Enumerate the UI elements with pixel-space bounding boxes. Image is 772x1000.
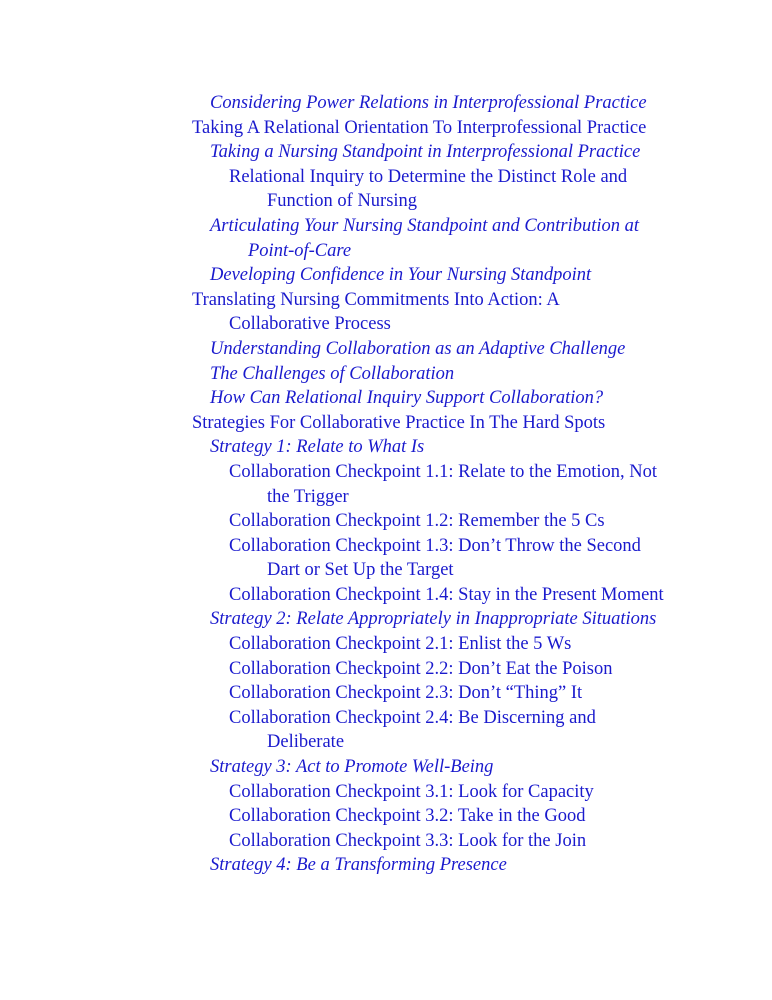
toc-entry-text: Collaboration Checkpoint 2.1: Enlist the 5 Ws <box>229 634 572 655</box>
toc-entry-level-3 <box>0 534 772 583</box>
toc-entry-text: Collaboration Checkpoint 1.4: Stay in the Present Moment <box>229 584 664 605</box>
toc-link[interactable] <box>229 657 772 682</box>
toc-link[interactable] <box>229 804 772 829</box>
toc-entry-level-3 <box>0 780 772 805</box>
toc-entry-text: Strategy 3: Act to Promote Well-Being <box>210 757 494 778</box>
toc-entry-text: Collaboration Checkpoint 1.2: Remember the 5 Cs <box>229 511 605 532</box>
toc-entry-text: Strategy 1: Relate to What Is <box>210 437 425 458</box>
toc-link[interactable] <box>229 534 772 583</box>
toc-link[interactable] <box>192 288 772 337</box>
toc-entry-text-continuation: Deliberate <box>267 732 345 753</box>
toc-link[interactable] <box>210 214 772 263</box>
toc-link[interactable] <box>229 509 772 534</box>
toc-link[interactable] <box>210 853 772 878</box>
toc-entry-level-3 <box>0 460 772 509</box>
toc-entry-text: Strategy 4: Be a Transforming Presence <box>210 855 507 876</box>
toc-entry-text: Collaboration Checkpoint 1.1: Relate to the Emotion, Not <box>229 461 658 482</box>
toc-link[interactable] <box>210 755 772 780</box>
toc-link[interactable] <box>229 780 772 805</box>
toc-link[interactable] <box>229 583 772 608</box>
toc-entry-level-1 <box>0 411 772 436</box>
toc-entry-level-3 <box>0 632 772 657</box>
toc-entry-text: Translating Nursing Commitments Into Action: A <box>192 289 560 310</box>
toc-entry-level-2 <box>0 386 772 411</box>
toc-link[interactable] <box>210 607 772 632</box>
toc-entry-level-3 <box>0 804 772 829</box>
toc-entry-level-3 <box>0 706 772 755</box>
toc-entry-level-3 <box>0 583 772 608</box>
toc-entry-text: Collaboration Checkpoint 2.3: Don’t “Thing” It <box>229 683 583 704</box>
toc-entry-text: Collaboration Checkpoint 3.3: Look for the Join <box>229 830 587 851</box>
toc-link[interactable] <box>229 706 772 755</box>
toc-entry-text: Considering Power Relations in Interprofessional Practice <box>210 93 647 113</box>
toc-entry-level-2 <box>0 853 772 878</box>
toc-entry-level-2 <box>0 337 772 362</box>
toc-entry-level-2 <box>0 435 772 460</box>
toc-link[interactable] <box>229 632 772 657</box>
toc-entry-text: Developing Confidence in Your Nursing Standpoint <box>210 265 592 286</box>
toc-entry-level-3 <box>0 829 772 854</box>
toc-entry-level-2 <box>0 214 772 263</box>
toc-link[interactable] <box>210 386 772 411</box>
toc-entry-text-continuation: Point-of-Care <box>248 240 352 261</box>
toc-entry-text: Collaboration Checkpoint 3.1: Look for Capacity <box>229 781 594 802</box>
toc-entry-level-3 <box>0 681 772 706</box>
toc-link[interactable] <box>210 337 772 362</box>
toc-entry-text: Relational Inquiry to Determine the Distinct Role and <box>229 166 628 187</box>
toc-entry-text-continuation: Collaborative Process <box>229 314 391 335</box>
toc-entry-text: Articulating Your Nursing Standpoint and Contribution at <box>210 215 639 236</box>
toc-entry-text: Strategy 2: Relate Appropriately in Inappropriate Situations <box>210 609 657 630</box>
toc-link[interactable] <box>210 435 772 460</box>
toc-entry-level-2 <box>0 91 772 116</box>
toc-link[interactable] <box>192 411 772 436</box>
toc-entry-text: Collaboration Checkpoint 1.3: Don’t Throw the Second <box>229 535 641 556</box>
table-of-contents <box>0 91 772 878</box>
toc-entry-level-2 <box>0 755 772 780</box>
toc-entry-text: Strategies For Collaborative Practice In The Hard Spots <box>192 412 606 433</box>
toc-entry-text: Collaboration Checkpoint 2.4: Be Discerning and <box>229 707 596 728</box>
toc-entry-text: The Challenges of Collaboration <box>210 363 455 384</box>
toc-link[interactable] <box>229 681 772 706</box>
toc-entry-text-continuation: the Trigger <box>267 486 349 507</box>
toc-entry-level-2 <box>0 607 772 632</box>
toc-link[interactable] <box>192 116 772 141</box>
toc-link[interactable] <box>210 91 772 116</box>
toc-entry-text: How Can Relational Inquiry Support Collaboration? <box>210 388 604 409</box>
toc-entry-level-3 <box>0 657 772 682</box>
toc-entry-level-3 <box>0 509 772 534</box>
toc-entry-text: Collaboration Checkpoint 3.2: Take in the Good <box>229 806 586 827</box>
toc-entry-level-3 <box>0 165 772 214</box>
toc-entry-level-1 <box>0 116 772 141</box>
toc-link[interactable] <box>210 362 772 387</box>
toc-entry-text-continuation: Dart or Set Up the Target <box>267 560 454 581</box>
toc-link[interactable] <box>229 165 772 214</box>
toc-entry-text: Understanding Collaboration as an Adaptive Challenge <box>210 338 626 359</box>
toc-entry-text: Taking a Nursing Standpoint in Interprofessional Practice <box>210 142 641 163</box>
toc-link[interactable] <box>229 829 772 854</box>
toc-entry-level-2 <box>0 263 772 288</box>
toc-entry-text: Taking A Relational Orientation To Interprofessional Practice <box>192 117 647 138</box>
toc-entry-level-2 <box>0 140 772 165</box>
toc-link[interactable] <box>210 140 772 165</box>
toc-link[interactable] <box>210 263 772 288</box>
toc-entry-level-1 <box>0 288 772 337</box>
toc-entry-level-2 <box>0 362 772 387</box>
toc-entry-text-continuation: Function of Nursing <box>267 191 418 212</box>
toc-link[interactable] <box>229 460 772 509</box>
toc-entry-text: Collaboration Checkpoint 2.2: Don’t Eat the Poison <box>229 658 613 679</box>
